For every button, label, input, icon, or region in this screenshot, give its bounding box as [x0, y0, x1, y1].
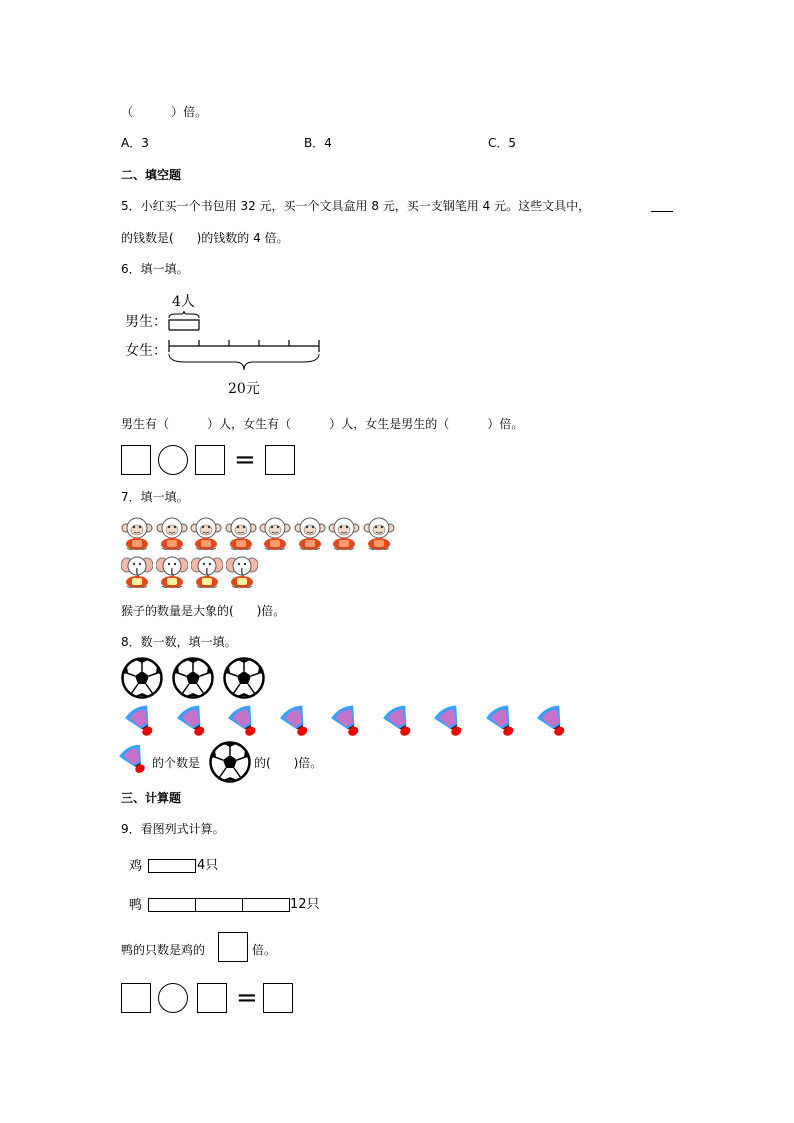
q9-title: 9．看图列式计算。	[121, 822, 225, 836]
q6-girl-label: 女生：	[125, 343, 167, 359]
monkey-icon	[156, 517, 188, 551]
shuttlecock-icon	[537, 705, 571, 739]
q9-answer-box[interactable]	[218, 932, 248, 962]
q6-top-value: 4人	[172, 294, 195, 310]
shuttlecock-icon	[486, 705, 520, 739]
monkey-icon	[121, 517, 153, 551]
monkey-icon	[363, 517, 395, 551]
q9-answer-post: 倍。	[252, 943, 277, 957]
q5-blank[interactable]	[651, 211, 673, 212]
shuttlecock-icon	[228, 705, 262, 739]
q9-eq-box-2[interactable]	[197, 983, 227, 1013]
monkey-icon	[294, 517, 326, 551]
q9-duck-bar	[148, 898, 290, 912]
option-c[interactable]: C．5	[488, 136, 517, 150]
monkey-icon	[328, 517, 360, 551]
paren-answer-line: （ ）倍。	[121, 105, 208, 119]
q6-answer-box-1[interactable]	[121, 445, 151, 475]
q7-answer: 猴子的数量是大象的( )倍。	[121, 604, 286, 618]
q8-answer-end: 的( )倍。	[254, 756, 323, 770]
q9-duck-label: 鸭	[129, 898, 143, 913]
monkey-icon	[259, 517, 291, 551]
elephant-icon	[156, 555, 188, 589]
shuttlecock-icon	[177, 705, 211, 739]
q7-title: 7．填一填。	[121, 490, 189, 504]
q9-eq-box-1[interactable]	[121, 983, 151, 1013]
shuttlecock-icon	[331, 705, 365, 739]
monkey-icon	[190, 517, 222, 551]
q6-equals: =	[234, 445, 256, 475]
shuttlecock-icon	[119, 745, 151, 775]
elephant-icon	[191, 555, 223, 589]
shuttlecock-icon	[434, 705, 468, 739]
q9-answer-pre: 鸭的只数是鸡的	[121, 943, 206, 957]
shuttlecock-icon	[125, 705, 159, 739]
q6-boy-label: 男生：	[125, 314, 167, 330]
q6-operator-circle[interactable]	[158, 445, 188, 475]
soccer-ball-icon	[223, 657, 265, 699]
elephant-icon	[121, 555, 153, 589]
q9-operator-circle[interactable]	[158, 983, 188, 1013]
shuttlecock-icon	[280, 705, 314, 739]
section-title-calc: 三、计算题	[121, 791, 182, 805]
q6-answer: 男生有（ ）人，女生有（ ）人，女生是男生的（ ）倍。	[121, 417, 524, 431]
q8-title: 8．数一数，填一填。	[121, 635, 237, 649]
q9-result-box[interactable]	[263, 983, 293, 1013]
q9-chicken-value: 4只	[197, 858, 219, 873]
q6-result-box[interactable]	[265, 445, 295, 475]
q8-answer-mid: 的个数是	[152, 756, 201, 770]
q6-bar-diagram	[165, 310, 330, 380]
option-b[interactable]: B．4	[304, 136, 332, 150]
section-title-fill: 二、填空题	[121, 168, 182, 182]
q6-answer-box-2[interactable]	[195, 445, 225, 475]
soccer-ball-icon	[121, 657, 163, 699]
q6-title: 6．填一填。	[121, 262, 189, 276]
q5-line1: 5．小红买一个书包用 32 元，买一个文具盒用 8 元，买一支钢笔用 4 元。这些文具中，	[121, 199, 591, 213]
elephant-icon	[226, 555, 258, 589]
q9-equals: =	[236, 983, 258, 1013]
q9-duck-value: 12只	[290, 897, 320, 912]
soccer-ball-icon	[209, 741, 251, 783]
monkey-icon	[225, 517, 257, 551]
shuttlecock-icon	[383, 705, 417, 739]
q5-line2: 的钱数是( )的钱数的 4 倍。	[121, 231, 289, 245]
q6-bottom-value: 20元	[228, 381, 260, 397]
q9-chicken-bar	[148, 859, 196, 873]
option-a[interactable]: A．3	[121, 136, 149, 150]
q9-chicken-label: 鸡	[129, 859, 143, 874]
soccer-ball-icon	[172, 657, 214, 699]
